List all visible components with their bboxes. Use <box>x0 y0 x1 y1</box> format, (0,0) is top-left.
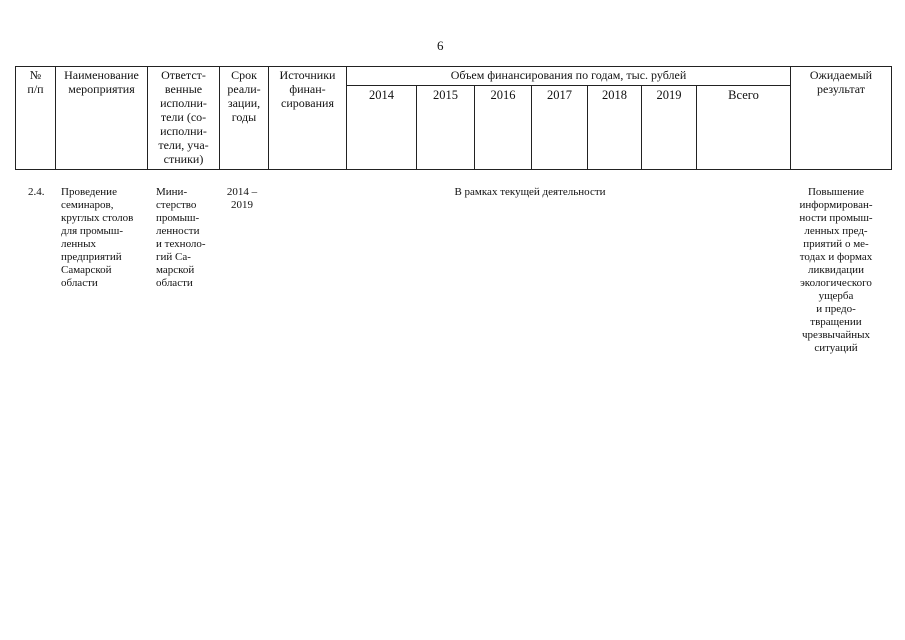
header-cell-result: Ожидаемый результат <box>791 67 892 170</box>
header-cell-year-2016: 2016 <box>475 86 532 170</box>
page-number: 6 <box>437 38 444 53</box>
row-number: 2.4. <box>28 186 45 198</box>
row-activity-name: Проведение семинаров, круглых столов для промыш- ленных предприятий Самарской области <box>61 186 134 289</box>
header-cell-total: Всего <box>697 86 791 170</box>
header-cell-year-2017: 2017 <box>532 86 588 170</box>
header-cell-funding-title: Объем финансирования по годам, тыс. рублей <box>347 67 791 86</box>
header-cell-number: № п/п <box>16 67 56 170</box>
row-responsible: Мини- стерство промыш- ленности и техноло- гий Са- марской области <box>156 186 206 289</box>
header-cell-year-2018: 2018 <box>588 86 642 170</box>
funding-table-header <box>15 66 892 170</box>
header-cell-year-2014: 2014 <box>347 86 417 170</box>
header-cell-term: Срок реали- зации, годы <box>220 67 269 170</box>
header-cell-year-2019: 2019 <box>642 86 697 170</box>
header-cell-name: Наименование мероприятия <box>56 67 148 170</box>
row-financing-note: В рамках текущей деятельности <box>454 186 606 198</box>
row-term: 2014 – 2019 <box>226 186 258 211</box>
header-cell-responsible: Ответст- венные исполни- тели (со- исполни- тели, уча- стники) <box>148 67 220 170</box>
header-cell-sources: Источники финан- сирования <box>269 67 347 170</box>
header-cell-year-2015: 2015 <box>417 86 475 170</box>
row-expected-result: Повышение информирован- ности промыш- ленных пред- приятий о ме- тодах и формах ликвидации экологического ущерба и предо- твращении чрезвычайных ситуаций <box>799 186 873 354</box>
